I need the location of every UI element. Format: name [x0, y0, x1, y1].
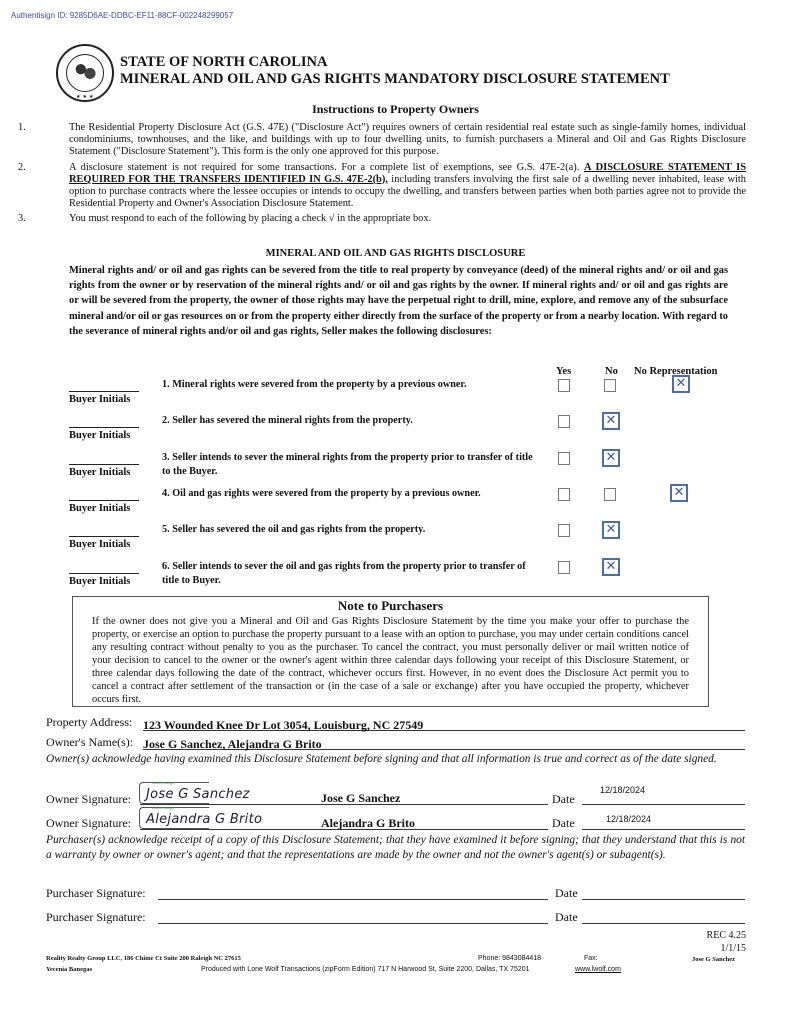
- note-to-purchasers: [72, 596, 709, 707]
- form-code: REC 4.25: [706, 930, 746, 941]
- purchaser-date-field-2[interactable]: [582, 908, 745, 924]
- question-text: 3. Seller intends to sever the mineral rights from the property prior to transfer of title to the Buyer.: [162, 452, 533, 477]
- instruction-item: 3. You must respond to each of the following by placing a check √ in the appropriate box.: [18, 213, 432, 225]
- disclosure-question-row: [69, 408, 739, 444]
- property-address-value: 123 Wounded Knee Dr Lot 3054, Louisburg, NC 27549: [143, 718, 424, 732]
- buyer-initials-label: Buyer Initials: [69, 430, 131, 441]
- no-representation-checkbox-checked[interactable]: ✕: [672, 375, 690, 393]
- no-checkbox-checked[interactable]: ✕: [602, 449, 620, 467]
- buyer-initials-field[interactable]: [69, 427, 139, 428]
- buyer-initials-label: Buyer Initials: [69, 394, 131, 405]
- owner-printed-name-1: Jose G Sanchez: [321, 791, 401, 805]
- buyer-initials-label: Buyer Initials: [69, 503, 131, 514]
- instruction-item: 2. A disclosure statement is not required for some transactions. For a complete list of exemptions, see G.S. 47E-2(a). A DISCLOSURE STATEMENT IS REQUIRED FOR THE TRANSFERS IDENTIFIED IN G.S. 47E-2(b), including transfers involving the first sale of a dwelling never inhabited, lease with option to purchase contracts where the lessee occupies or intends to occupy the dwelling, and transfers between parties when both parties agree not to provide the Residential Property and Owner's Association Disclosure Statement.: [18, 161, 747, 210]
- purchaser-signature-label: Purchaser Signature:: [46, 910, 146, 924]
- no-checkbox-checked[interactable]: ✕: [602, 521, 620, 539]
- date-label: Date: [552, 816, 575, 830]
- brokerage-info: Reality Realty Group LLC, 186 Chime Ct Suite 200 Raleigh NC 27615: [46, 955, 241, 962]
- produced-with: Produced with Lone Wolf Transactions (zipForm Edition) 717 N Harwood St, Suite 2200, Dallas, TX 75201: [201, 966, 530, 973]
- yes-checkbox[interactable]: [558, 379, 570, 392]
- no-checkbox-checked[interactable]: ✕: [602, 412, 620, 430]
- disclosure-question-row: [69, 481, 739, 517]
- column-no: No: [605, 366, 618, 377]
- nc-real-estate-commission-seal-icon: ★★★: [56, 44, 114, 102]
- owner-date-1: 12/18/2024: [600, 785, 646, 795]
- question-text: 2. Seller has severed the mineral rights from the property.: [162, 415, 413, 426]
- note-heading: Note to Purchasers: [337, 598, 444, 613]
- owner-signature-2: Alejandra G Brito: [146, 812, 263, 827]
- disclosure-question-row: [69, 445, 739, 481]
- purchaser-acknowledgment: Purchaser(s) acknowledge receipt of a copy of this Disclosure Statement; that they have examined it before signing; that they understand that this is not a warranty by owner or owner's agent; and that the representations are made by the owner and not the owner's agent(s) or subagent(s).: [46, 834, 745, 861]
- form-title: MINERAL AND OIL AND GAS RIGHTS MANDATORY DISCLOSURE STATEMENT: [120, 71, 670, 87]
- column-yes: Yes: [556, 366, 572, 377]
- disclosure-question-row: [69, 554, 739, 590]
- disclosure-heading: MINERAL AND OIL AND GAS RIGHTS DISCLOSURE: [265, 248, 526, 259]
- column-no-representation: No Representation: [634, 366, 718, 377]
- buyer-initials-label: Buyer Initials: [69, 467, 131, 478]
- owner-date-field-2[interactable]: [582, 813, 745, 830]
- no-checkbox[interactable]: [604, 488, 616, 501]
- purchaser-date-field-1[interactable]: [582, 884, 745, 900]
- client-name: Jose G Sanchez: [692, 956, 735, 963]
- required-transfers-emphasis: A DISCLOSURE STATEMENT IS REQUIRED FOR THE TRANSFERS IDENTIFIED IN G.S. 47E-2(b),: [69, 161, 746, 185]
- question-text: 5. Seller has severed the oil and gas rights from the property.: [162, 524, 426, 535]
- owner-signature-label: Owner Signature:: [46, 792, 131, 806]
- lwolf-website-link[interactable]: www.lwolf.com: [575, 966, 621, 973]
- buyer-initials-field[interactable]: [69, 500, 139, 501]
- instructions-list: [18, 122, 746, 229]
- owner-printed-name-2: Alejandra G Brito: [321, 816, 415, 830]
- owner-signature-label: Owner Signature:: [46, 816, 131, 830]
- authentisign-tag: Authentisign: [152, 805, 175, 810]
- yes-checkbox[interactable]: [558, 488, 570, 501]
- owner-signature-1: Jose G Sanchez: [146, 787, 250, 802]
- note-text: If the owner does not give you a Mineral and Oil and Gas Rights Disclosure Statement by the time you make your offer to purchase the property, or exercise an option to purchase the property pursuant to a lease with an option to purchase, you may under certain conditions cancel any resulting contract without penalty to you as the purchaser. To cancel the contract, you must personally deliver or mail written notice of your decision to cancel to the owner or the owner's agent within three calendar days following your receipt of this Disclosure Statement, or three calendar days following the date of the contract, whichever occurs first. However, in no event does the Disclosure Act permit you to cancel a contract after settlement of the transaction or (in the case of a sale or exchange) after you have occupied the property, whichever occurs first.: [92, 616, 689, 705]
- date-label: Date: [552, 792, 575, 806]
- date-label: Date: [555, 910, 578, 924]
- no-representation-checkbox-checked[interactable]: ✕: [670, 484, 688, 502]
- owners-name-label: Owner's Name(s):: [46, 735, 134, 749]
- purchaser-signature-field-1[interactable]: [158, 884, 548, 900]
- instruction-item: 1. The Residential Property Disclosure Act (G.S. 47E) ("Disclosure Act") requires owners of certain residential real estate such as single-family homes, individual condominiums, townhouses, and the like, and buildings with up to four dwelling units, to furnish purchasers a Mineral and Oil and Gas Rights Disclosure Statement ("Disclosure Statement"). This form is the only one approved for this purpose.: [18, 122, 746, 158]
- instructions-heading: Instructions to Property Owners: [312, 102, 479, 116]
- yes-checkbox[interactable]: [558, 561, 570, 574]
- yes-checkbox[interactable]: [558, 524, 570, 537]
- fax: Fax:: [584, 955, 598, 962]
- owners-name-field[interactable]: [143, 735, 745, 750]
- buyer-initials-field[interactable]: [69, 391, 139, 392]
- question-text: 1. Mineral rights were severed from the property by a previous owner.: [162, 379, 467, 390]
- buyer-initials-field[interactable]: [69, 573, 139, 574]
- no-checkbox[interactable]: [604, 379, 616, 392]
- yes-checkbox[interactable]: [558, 415, 570, 428]
- disclosure-paragraph: Mineral rights and/ or oil and gas rights can be severed from the title to real property by conveyance (deed) of the mineral rights and/ or oil and gas rights from the owner or by reservation of the mineral rights and/ or oil and gas rights by the owner. If mineral rights and/ or oil and gas rights are or will be severed from the property, the owner of those rights may have the perpetual right to drill, mine, explore, and remove any of the subsurface mineral and/or oil or gas resources on or from the property either directly from the surface of the property or from a nearby location. With regard to the severance of mineral rights and/or oil and gas rights, Seller makes the following disclosures:: [69, 265, 728, 337]
- buyer-initials-label: Buyer Initials: [69, 539, 131, 550]
- agent-name: Yecenia Banegas: [46, 966, 93, 973]
- purchaser-signature-field-2[interactable]: [158, 908, 548, 924]
- disclosure-question-row: [69, 517, 739, 553]
- question-text: 4. Oil and gas rights were severed from the property by a previous owner.: [162, 488, 481, 499]
- owners-name-value: Jose G Sanchez, Alejandra G Brito: [143, 737, 322, 751]
- disclosure-question-row: [69, 372, 739, 408]
- form-date: 1/1/15: [720, 943, 746, 954]
- authentisign-id: Authentisign ID: 9285D6AE-DDBC-EF11-88CF-002248299057: [11, 11, 234, 20]
- purchaser-signature-label: Purchaser Signature:: [46, 886, 146, 900]
- state-title: STATE OF NORTH CAROLINA: [120, 54, 328, 70]
- property-address-field[interactable]: [143, 716, 745, 731]
- question-text: 6. Seller intends to sever the oil and gas rights from the property prior to transfer of title to Buyer.: [162, 561, 526, 586]
- no-checkbox-checked[interactable]: ✕: [602, 558, 620, 576]
- buyer-initials-label: Buyer Initials: [69, 576, 131, 587]
- phone: Phone: 9843084418: [478, 955, 542, 962]
- buyer-initials-field[interactable]: [69, 536, 139, 537]
- owner-date-field-1[interactable]: [582, 785, 745, 805]
- owner-date-2: 12/18/2024: [606, 814, 652, 824]
- owner-signature-field-1[interactable]: [140, 788, 548, 805]
- property-address-label: Property Address:: [46, 715, 133, 729]
- yes-checkbox[interactable]: [558, 452, 570, 465]
- authentisign-tag: Authentisign: [152, 780, 175, 785]
- owner-signature-field-2[interactable]: [140, 813, 548, 830]
- date-label: Date: [555, 886, 578, 900]
- buyer-initials-field[interactable]: [69, 464, 139, 465]
- owner-acknowledgment: Owner(s) acknowledge having examined this Disclosure Statement before signing and that all information is true and correct as of the date signed.: [46, 753, 717, 765]
